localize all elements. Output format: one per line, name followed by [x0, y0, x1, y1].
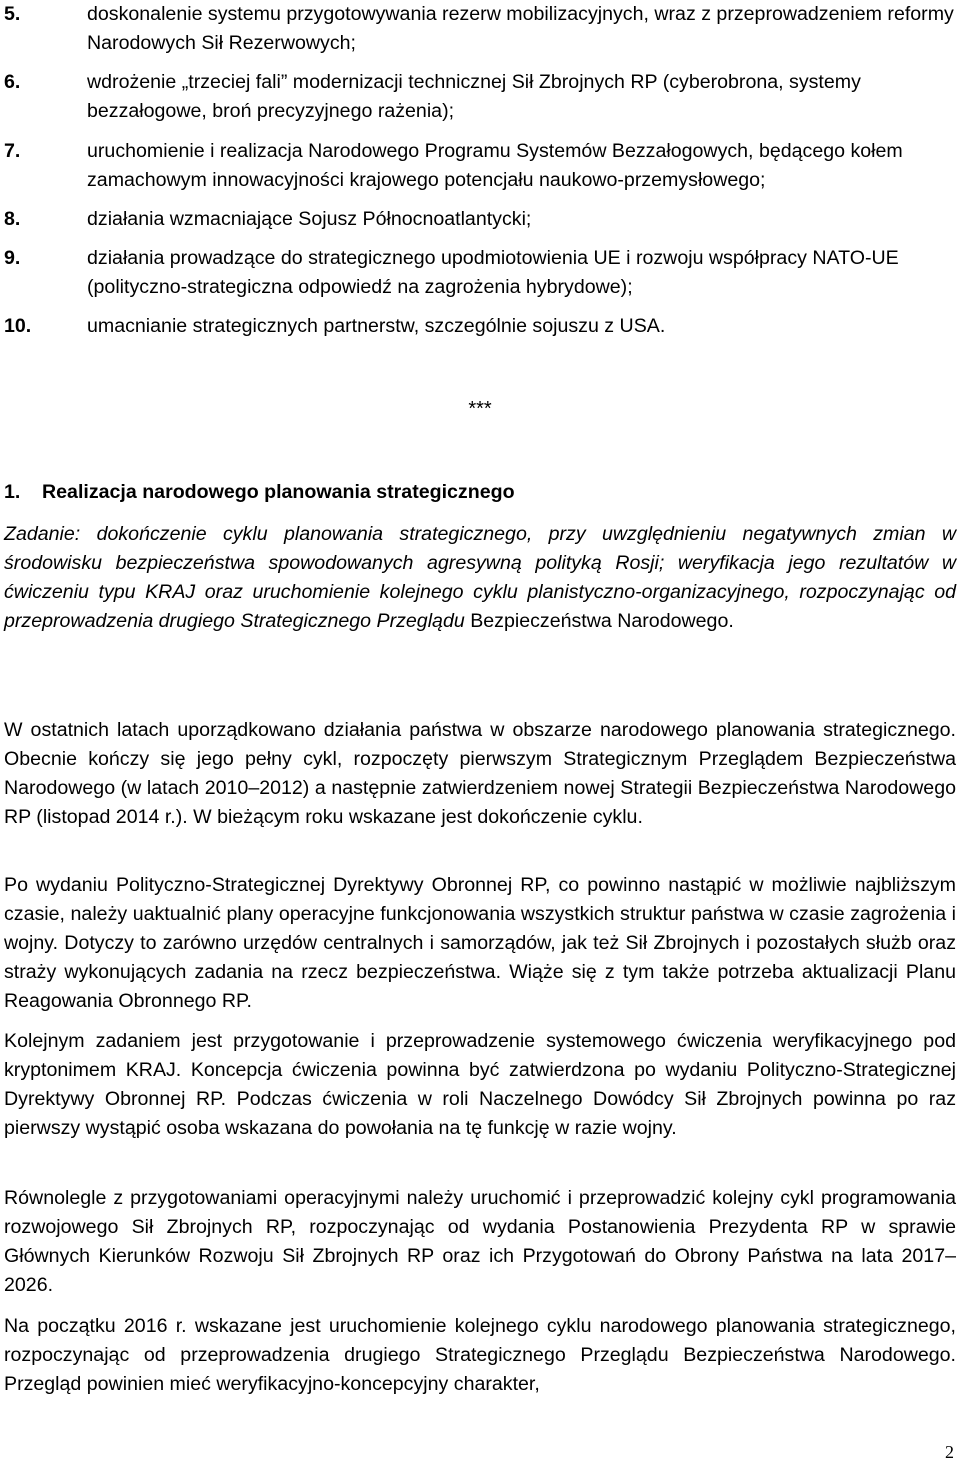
- priority-list: [4, 0, 956, 341]
- section-heading: [4, 478, 515, 507]
- list-item-number: 8.: [4, 208, 21, 230]
- page-number: 2: [945, 1442, 954, 1462]
- body-paragraph: Po wydaniu Polityczno-Strategicznej Dyrektywy Obronnej RP, co powinno nastąpić w możliwie najbliższym czasie, należy uaktualnić plany operacyjne funkcjonowania wszystkich struktur państwa w czasie zagrożenia i wojny. Dotyczy to zarówno urzędów centralnych i samorządów, jak też Sił Zbrojnych i pozostałych służb oraz straży wykonujących zadania na rzecz bezpieczeństwa. Wiąże się z tym także potrzeba aktualizacji Planu Reagowania Obronnego RP.: [4, 874, 956, 1012]
- list-item-number: 10.: [4, 315, 32, 337]
- list-item: [4, 312, 956, 341]
- list-item-text: działania prowadzące do strategicznego upodmiotowienia UE i rozwoju współpracy NATO-UE (polityczno-strategiczna odpowiedź na zagrożenia hybrydowe);: [87, 247, 899, 298]
- list-item-number: 9.: [4, 247, 21, 269]
- list-item-number: 5.: [4, 3, 21, 25]
- task-paragraph: [4, 520, 956, 636]
- list-item-text: działania wzmacniające Sojusz Północnoatlantycki;: [87, 208, 532, 230]
- list-item: [4, 244, 956, 302]
- list-item-text: umacnianie strategicznych partnerstw, szczególnie sojuszu z USA.: [87, 315, 666, 337]
- body-paragraph: Równolegle z przygotowaniami operacyjnymi należy uruchomić i przeprowadzić kolejny cykl programowania rozwojowego Sił Zbrojnych RP, rozpoczynając od wydania Postanowienia Prezydenta RP w sprawie Głównych Kierunków Rozwoju Sił Zbrojnych RP oraz ich Przygotowań do Obrony Państwa na lata 2017–2026.: [4, 1187, 956, 1296]
- list-item-number: 7.: [4, 140, 21, 162]
- section-title: Realizacja narodowego planowania strategicznego: [42, 481, 515, 503]
- body-paragraph: Na początku 2016 r. wskazane jest uruchomienie kolejnego cyklu narodowego planowania strategicznego, rozpoczynając od przeprowadzenia drugiego Strategicznego Przeglądu Bezpieczeństwa Narodowego. Przegląd powinien mieć weryfikacyjno-koncepcyjny charakter,: [4, 1315, 956, 1395]
- section-separator: ***: [468, 398, 492, 420]
- list-item: [4, 0, 956, 58]
- body-paragraph: W ostatnich latach uporządkowano działania państwa w obszarze narodowego planowania strategicznego. Obecnie kończy się jego pełny cykl, rozpoczęty pierwszym Strategicznym Przeglądem Bezpieczeństwa Narodowego (w latach 2010–2012) a następnie zatwierdzeniem nowej Strategii Bezpieczeństwa Narodowego RP (listopad 2014 r.). W bieżącym roku wskazane jest dokończenie cyklu.: [4, 719, 956, 828]
- list-item-text: uruchomienie i realizacja Narodowego Programu Systemów Bezzałogowych, będącego kołem zamachowym innowacyjności krajowego potencjału naukowo-przemysłowego;: [87, 140, 903, 191]
- list-item: [4, 205, 956, 234]
- list-item: [4, 137, 956, 195]
- list-item: [4, 68, 956, 126]
- body-paragraph: Kolejnym zadaniem jest przygotowanie i przeprowadzenie systemowego ćwiczenia weryfikacyjnego pod kryptonimem KRAJ. Koncepcja ćwiczenia powinna być zatwierdzona po wydaniu Polityczno-Strategicznej Dyrektywy Obronnej RP. Podczas ćwiczenia w roli Naczelnego Dowódcy Sił Zbrojnych powinna po raz pierwszy wystąpić osoba wskazana do powołania na tę funkcję w razie wojny.: [4, 1030, 956, 1139]
- list-item-number: 6.: [4, 71, 21, 93]
- section-number: 1.: [4, 481, 21, 503]
- list-item-text: doskonalenie systemu przygotowywania rezerw mobilizacyjnych, wraz z przeprowadzeniem reformy Narodowych Sił Rezerwowych;: [87, 3, 954, 54]
- task-text-tail: Bezpieczeństwa Narodowego.: [470, 610, 734, 632]
- task-text: Zadanie: dokończenie cyklu planowania strategicznego, przy uwzględnieniu negatywnych zmian w środowisku bezpieczeństwa spowodowanych agresywną polityką Rosji; weryfikacja jego rezultatów w ćwiczeniu typu KRAJ oraz uruchomienie kolejnego cyklu planistyczno-organizacyjnego, rozpoczynając od przeprowadzenia drugiego Strategicznego Przeglądu: [4, 523, 956, 632]
- list-item-text: wdrożenie „trzeciej fali” modernizacji technicznej Sił Zbrojnych RP (cyberobrona, systemy bezzałogowe, broń precyzyjnego rażenia);: [87, 71, 861, 122]
